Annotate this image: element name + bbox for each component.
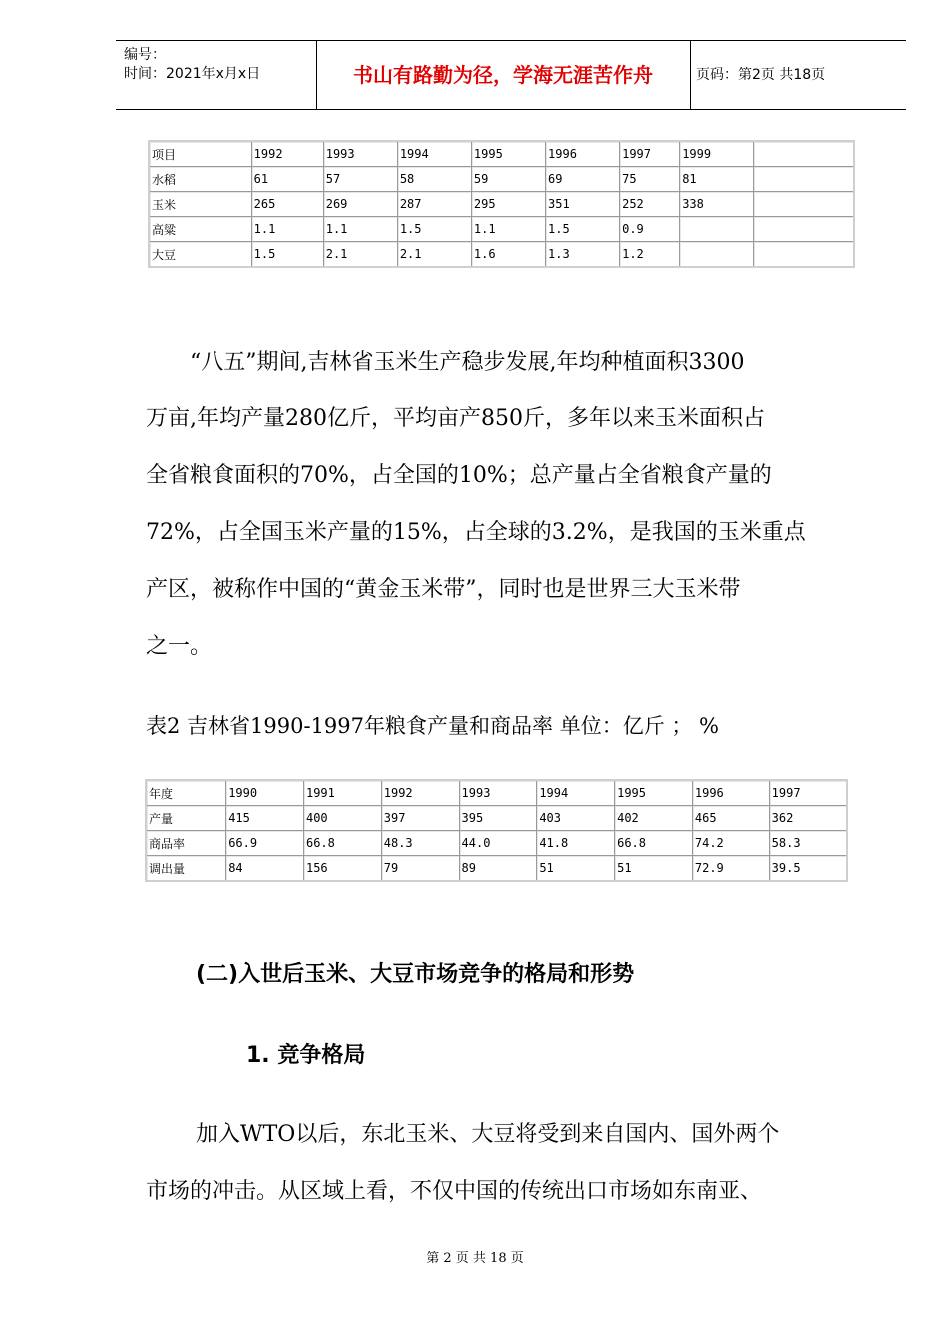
paragraph-line: “八五”期间,吉林省玉米生产稳步发展,年均种植面积3300 xyxy=(190,350,745,375)
table-cell: 41.8 xyxy=(537,831,615,856)
table-cell: 1994 xyxy=(537,780,615,806)
table-cell: 1996 xyxy=(546,141,620,167)
paragraph-line: 万亩,年均产量280亿斤，平均亩产850斤，多年以来玉米面积占 xyxy=(146,406,765,431)
table-cell: 1992 xyxy=(251,141,323,167)
table-cell: 287 xyxy=(397,192,471,217)
table-cell: 66.8 xyxy=(615,831,693,856)
table-cell: 79 xyxy=(381,856,459,882)
paragraph-line: 产区，被称作中国的“黄金玉米带”，同时也是世界三大玉米带 xyxy=(146,577,741,602)
table-row xyxy=(149,217,854,242)
table-cell: 59 xyxy=(471,167,545,192)
table-cell: 265 xyxy=(251,192,323,217)
table-cell: 415 xyxy=(226,806,304,831)
table-cell: 1992 xyxy=(381,780,459,806)
table-cell: 61 xyxy=(251,167,323,192)
table-cell: 2.1 xyxy=(323,242,397,268)
subsection-heading: 1. 竞争格局 xyxy=(246,1043,366,1068)
table-cell xyxy=(754,242,854,268)
table-cell: 81 xyxy=(680,167,754,192)
table-cell: 1995 xyxy=(471,141,545,167)
table-cell: 调出量 xyxy=(146,856,226,882)
table-cell: 295 xyxy=(471,192,545,217)
table-cell: 1.5 xyxy=(251,242,323,268)
doc-time: 时间：2021年x月x日 xyxy=(124,66,261,82)
paragraph-line: 全省粮食面积的70%，占全国的10%；总产量占全省粮食产量的 xyxy=(146,463,772,488)
table-cell: 1.3 xyxy=(546,242,620,268)
table-cell: 1991 xyxy=(303,780,381,806)
table-cell: 1.5 xyxy=(546,217,620,242)
table-header-row xyxy=(146,780,847,806)
table-cell xyxy=(754,192,854,217)
table-cell: 1.1 xyxy=(323,217,397,242)
table-cell: 351 xyxy=(546,192,620,217)
crop-yield-table-body xyxy=(149,141,854,267)
table-row xyxy=(149,192,854,217)
table-row xyxy=(146,806,847,831)
table-cell: 51 xyxy=(537,856,615,882)
table-cell: 156 xyxy=(303,856,381,882)
table-cell: 58 xyxy=(397,167,471,192)
table2-caption: 表2 吉林省1990-1997年粮食产量和商品率 单位：亿斤 ； % xyxy=(146,714,719,738)
table-cell: 69 xyxy=(546,167,620,192)
header-page-number: 页码：第2页 共18页 xyxy=(696,67,826,83)
table-cell: 403 xyxy=(537,806,615,831)
table-cell: 400 xyxy=(303,806,381,831)
table-cell: 1996 xyxy=(692,780,769,806)
table-cell: 1.2 xyxy=(620,242,680,268)
table-cell xyxy=(754,141,854,167)
table-cell: 75 xyxy=(620,167,680,192)
table-cell: 1999 xyxy=(680,141,754,167)
doc-number: 编号： xyxy=(124,47,166,63)
table-cell: 1993 xyxy=(459,780,537,806)
grain-output-table xyxy=(145,779,848,882)
table-cell: 39.5 xyxy=(769,856,847,882)
table-cell: 66.8 xyxy=(303,831,381,856)
paragraph-line: 72%，占全国玉米产量的15%，占全球的3.2%，是我国的玉米重点 xyxy=(146,520,806,545)
table-cell: 1.1 xyxy=(251,217,323,242)
table-cell: 产量 xyxy=(146,806,226,831)
table-cell: 66.9 xyxy=(226,831,304,856)
grain-output-table-body xyxy=(146,780,847,881)
table-cell: 72.9 xyxy=(692,856,769,882)
table-cell: 2.1 xyxy=(397,242,471,268)
table-cell: 252 xyxy=(620,192,680,217)
paragraph-line: 加入WTO以后，东北玉米、大豆将受到来自国内、国外两个 xyxy=(196,1122,780,1147)
paragraph-line: 之一。 xyxy=(146,634,213,659)
table-row xyxy=(146,856,847,882)
table-cell: 年度 xyxy=(146,780,226,806)
header-meta xyxy=(116,41,317,109)
header-motto: 书山有路勤为径，学海无涯苦作舟 xyxy=(316,41,691,109)
table-row xyxy=(149,242,854,268)
table-cell: 1.1 xyxy=(471,217,545,242)
table-cell: 1990 xyxy=(226,780,304,806)
table-cell: 1997 xyxy=(769,780,847,806)
table-cell xyxy=(754,217,854,242)
paragraph-line: 市场的冲击。从区域上看，不仅中国的传统出口市场如东南亚、 xyxy=(146,1179,763,1204)
table-row xyxy=(149,167,854,192)
table-cell: 项目 xyxy=(149,141,251,167)
table-cell: 1.6 xyxy=(471,242,545,268)
table-cell: 395 xyxy=(459,806,537,831)
table-cell: 269 xyxy=(323,192,397,217)
table-cell xyxy=(680,242,754,268)
table-cell: 48.3 xyxy=(381,831,459,856)
table-cell: 362 xyxy=(769,806,847,831)
page-footer: 第 2 页 共 18 页 xyxy=(426,1251,524,1266)
table-cell: 水稻 xyxy=(149,167,251,192)
table-cell: 大豆 xyxy=(149,242,251,268)
table-header-row xyxy=(149,141,854,167)
table-row xyxy=(146,831,847,856)
table-cell: 74.2 xyxy=(692,831,769,856)
table-cell: 0.9 xyxy=(620,217,680,242)
table-cell: 338 xyxy=(680,192,754,217)
table-cell: 高粱 xyxy=(149,217,251,242)
table-cell: 44.0 xyxy=(459,831,537,856)
table-cell: 51 xyxy=(615,856,693,882)
table-cell: 1994 xyxy=(397,141,471,167)
section-heading: (二)入世后玉米、大豆市场竞争的格局和形势 xyxy=(196,962,635,987)
page-header xyxy=(116,40,906,110)
table-cell: 1995 xyxy=(615,780,693,806)
table-cell: 58.3 xyxy=(769,831,847,856)
table-cell: 1.5 xyxy=(397,217,471,242)
table-cell: 465 xyxy=(692,806,769,831)
table-cell: 1997 xyxy=(620,141,680,167)
table-cell: 商品率 xyxy=(146,831,226,856)
table-cell xyxy=(680,217,754,242)
table-cell: 402 xyxy=(615,806,693,831)
table-cell: 1993 xyxy=(323,141,397,167)
crop-yield-table xyxy=(148,140,855,268)
table-cell: 玉米 xyxy=(149,192,251,217)
table-cell: 84 xyxy=(226,856,304,882)
table-cell: 57 xyxy=(323,167,397,192)
table-cell xyxy=(754,167,854,192)
table-cell: 89 xyxy=(459,856,537,882)
table-cell: 397 xyxy=(381,806,459,831)
